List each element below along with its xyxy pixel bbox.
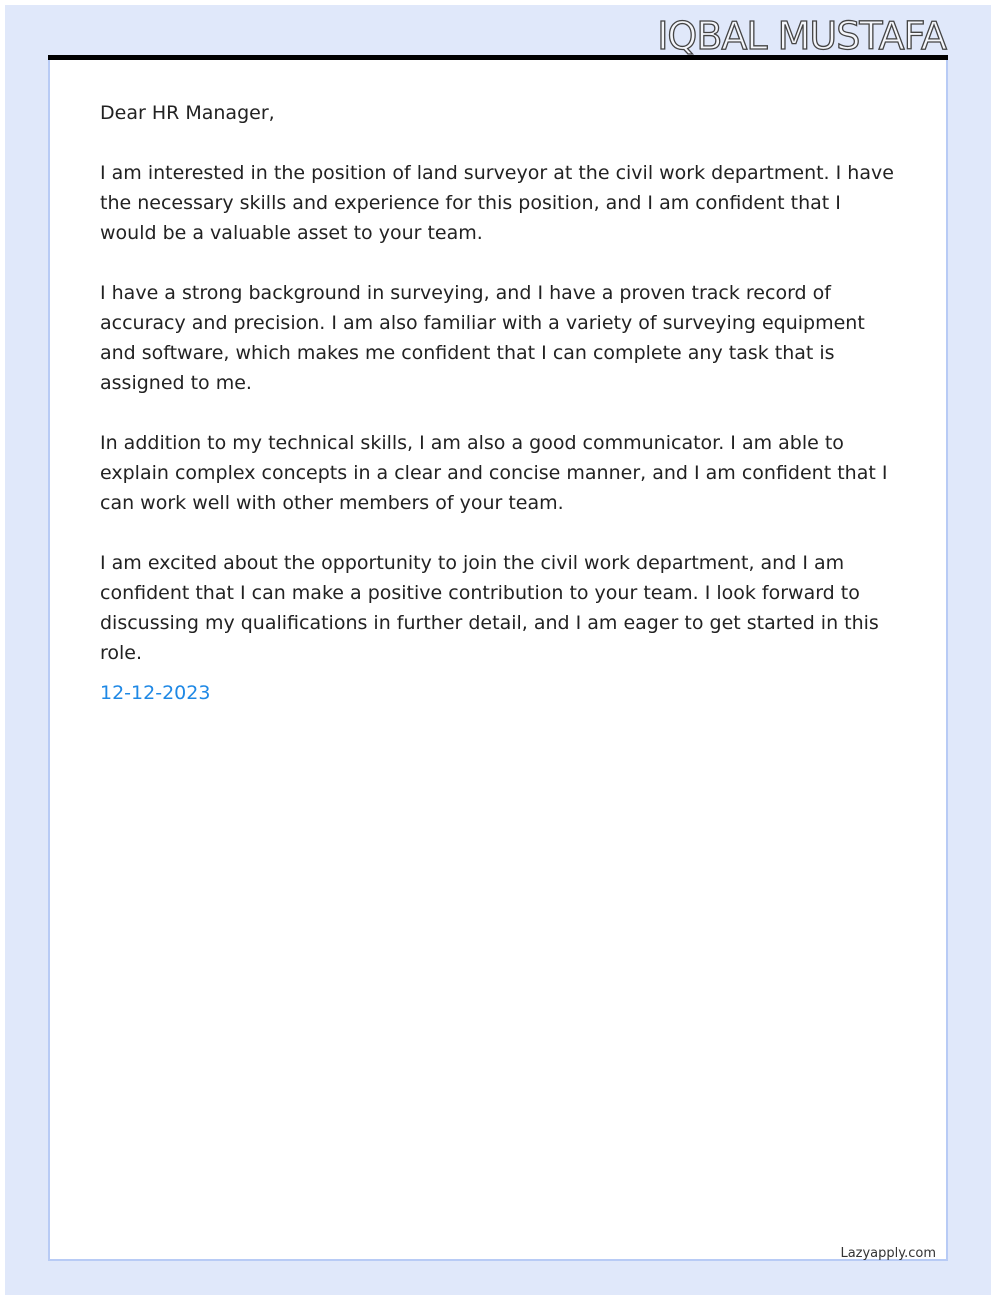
paragraph: In addition to my technical skills, I am also a good communicator. I am able to explain complex concepts in a clear and concise manner, and I am confident that I can work well with other members of your team. (100, 432, 888, 514)
paragraph: I have a strong background in surveying, and I have a proven track record of accuracy and precision. I am also familiar with a variety of surveying equipment and software, which makes me confident that I can complete any task that is assigned to me. (100, 282, 865, 394)
salutation: Dear HR Manager, (100, 102, 275, 124)
letter-body (100, 98, 900, 708)
paragraph: I am interested in the position of land surveyor at the civil work department. I have the necessary skills and experience for this position, and I am confident that I would be a valuable asset to your team. (100, 162, 894, 244)
footer-brand: Lazyapply.com (840, 1246, 936, 1261)
letter-date: 12-12-2023 (100, 682, 211, 704)
paragraph: I am excited about the opportunity to join the civil work department, and I am confident that I can make a positive contribution to your team. I look forward to discussing my qualifications in further detail, and I am eager to get started in this role. (100, 552, 879, 664)
applicant-name: IQBAL MUSTAFA (657, 14, 946, 58)
